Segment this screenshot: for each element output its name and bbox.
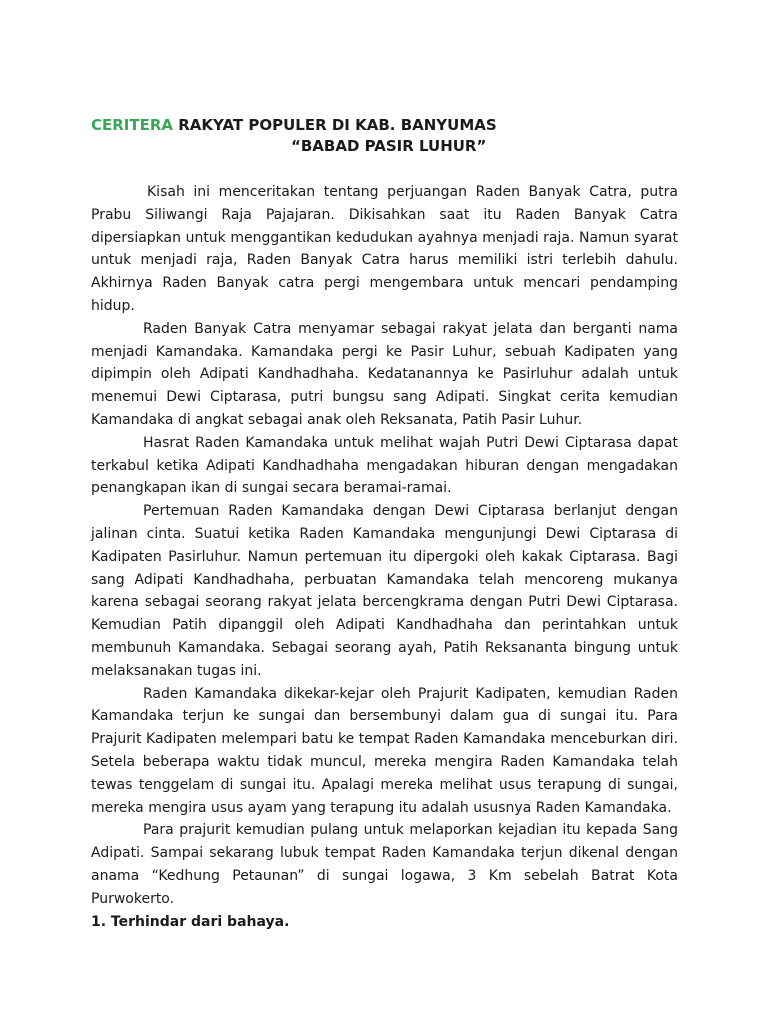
document-body	[91, 181, 678, 933]
paragraph: Para prajurit kemudian pulang untuk melaporkan kejadian itu kepada Sang Adipati. Sampai sekarang lubuk tempat Raden Kamandaka terjun dikenal dengan anama “Kedhung Petaunan” di sungai logawa, 3 Km sebelah Batrat Kota Purwokerto.	[91, 822, 678, 907]
document-subtitle: “BABAD PASIR LUHUR”	[291, 137, 487, 155]
paragraph: Raden Kamandaka dikekar-kejar oleh Prajurit Kadipaten, kemudian Raden Kamandaka terjun ke sungai dan bersembunyi dalam gua di sungai itu. Para Prajurit Kadipaten melempari batu ke tempat Raden Kamandaka menceburkan diri. Setela beberapa waktu tidak muncul, mereka mengira Raden Kamandaka telah tewas tenggelam di sungai itu. Apalagi mereka melihat usus terapung di sungai, mereka mengira usus ayam yang terapung itu adalah ususnya Raden Kamandaka.	[91, 685, 678, 816]
paragraph: Raden Banyak Catra menyamar sebagai rakyat jelata dan berganti nama menjadi Kamandaka. Kamandaka pergi ke Pasir Luhur, sebuah Kadipaten yang dipimpin oleh Adipati Kandhadhaha. Kedatanannya ke Pasirluhur adalah untuk menemui Dewi Ciptarasa, putri bungsu sang Adipati. Singkat cerita kemudian Kamandaka di angkat sebagai anak oleh Reksanata, Patih Pasir Luhur.	[91, 320, 678, 428]
paragraph: Kisah ini menceritakan tentang perjuangan Raden Banyak Catra, putra Prabu Siliwangi Raja Pajajaran. Dikisahkan saat itu Raden Banyak Catra dipersiapkan untuk menggantikan kedudukan ayahnya menjadi raja. Namun syarat untuk menjadi raja, Raden Banyak Catra harus memiliki istri terlebih dahulu. Akhirnya Raden Banyak catra pergi mengembara untuk mencari pendamping hidup.	[91, 184, 678, 314]
document-title	[91, 116, 497, 134]
list-item: 1. Terhindar dari bahaya.	[91, 913, 290, 930]
paragraph: Pertemuan Raden Kamandaka dengan Dewi Ciptarasa berlanjut dengan jalinan cinta. Suatui ketika Raden Kamandaka mengunjungi Dewi Ciptarasa di Kadipaten Pasirluhur. Namun pertemuan itu dipergoki oleh kakak Ciptarasa. Bagi sang Adipati Kandhadhaha, perbuatan Kamandaka telah mencoreng mukanya karena sebagai seorang rakyat jelata bercengkrama dengan Putri Dewi Ciptarasa. Kemudian Patih dipanggil oleh Adipati Kandhadhaha dan perintahkan untuk membunuh Kamandaka. Sebagai seorang ayah, Patih Reksananta bingung untuk melaksanakan tugas ini.	[91, 503, 678, 679]
title-rest: RAKYAT POPULER DI KAB. BANYUMAS	[173, 116, 497, 134]
paragraph: Hasrat Raden Kamandaka untuk melihat wajah Putri Dewi Ciptarasa dapat terkabul ketika Adipati Kandhadhaha mengadakan hiburan dengan mengadakan penangkapan ikan di sungai secara beramai-ramai.	[91, 434, 678, 497]
title-accent: CERITERA	[91, 116, 174, 134]
